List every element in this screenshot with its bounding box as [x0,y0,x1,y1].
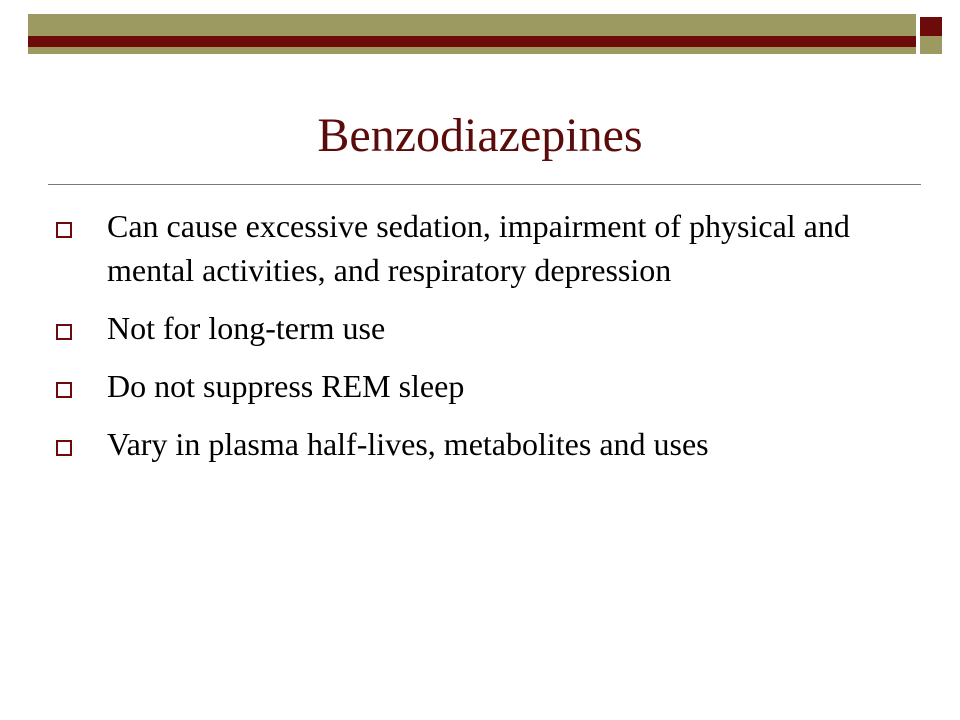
corner-block-olive [920,36,942,54]
top-decorative-bar [28,14,942,54]
bar-stripe-olive-bottom [28,47,916,54]
bullet-list [56,204,906,480]
title-divider [48,184,921,185]
bullet-text: Vary in plasma half-lives, metabolites and uses [107,426,709,462]
bullet-item [56,306,906,350]
bullet-text: Do not suppress REM sleep [107,368,465,404]
bullet-text: Not for long-term use [107,310,386,346]
bullet-text: Can cause excessive sedation, impairment of physical and mental activities, and respiratory depression [107,208,850,288]
hollow-square-icon [56,324,72,340]
bullet-item [56,422,906,466]
slide-title: Benzodiazepines [317,109,643,162]
bullet-item [56,204,906,292]
bullet-item [56,364,906,408]
bar-stripe-red [28,36,916,47]
hollow-square-icon [56,222,72,238]
hollow-square-icon [56,440,72,456]
corner-block-red [920,17,942,36]
hollow-square-icon [56,382,72,398]
bar-stripe-olive-top [28,14,916,36]
